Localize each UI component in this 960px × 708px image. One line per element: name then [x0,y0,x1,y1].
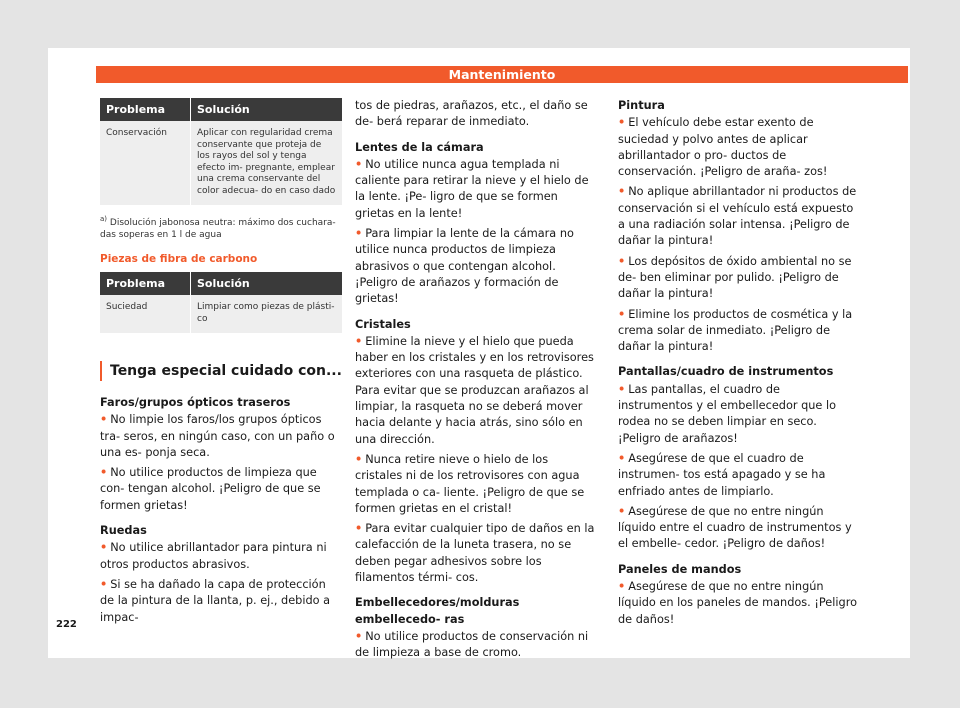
bullet-icon: • [618,185,626,199]
column-middle [355,98,598,666]
list-item: • No utilice abrillantador para pintura ni otros productos abrasivos. [100,541,327,571]
bullet-icon: • [355,522,363,536]
list-item: • Para evitar cualquier tipo de daños en la calefacción de la luneta trasera, no se deben pegar adhesivos sobre los filamentos térmi- cos. [355,522,595,585]
bullet-icon: • [618,254,626,268]
page-number: 222 [56,619,77,630]
table-cell: Limpiar como piezas de plásti- co [191,295,343,333]
list-item: • El vehículo debe estar exento de suciedad y polvo antes de aplicar abrillantador o pro- ductos de conservación. ¡Peligro de araña- zos! [618,116,828,179]
paneles-heading: Paneles de mandos [618,562,742,576]
table-header-solution: Solución [191,98,343,121]
manual-page [48,48,910,658]
bullet-icon: • [618,580,626,594]
list-item: • Las pantallas, el cuadro de instrumentos y el embellecedor que lo rodea no se deben limpiar en seco. ¡Peligro de arañazos! [618,382,837,445]
list-item: • Elimine la nieve y el hielo que pueda haber en los cristales y en los retrovisores exteriores con una rasqueta de plástico. Para evitar que se produzcan arañazos al limpiar, la rasqueta no se deberá mover hacia delante y hacia atrás, sino sólo en una dirección. [355,334,594,446]
footnote [100,213,342,241]
list-item: • No utilice nunca agua templada ni caliente para retirar la nieve y el hielo de la lente. ¡Pe- ligro de que se formen grietas en la lente! [355,157,589,220]
bullet-icon: • [355,452,363,466]
cristales-heading: Cristales [355,317,411,331]
ruedas-heading: Ruedas [100,524,147,538]
list-item: • Elimine los productos de cosmética y la crema solar de inmediato. ¡Peligro de dañar la pintura! [618,307,853,354]
list-item: • Para limpiar la lente de la cámara no utilice nunca productos de limpieza abrasivos o que contengan alcohol. ¡Peligro de arañazos y formación de grietas! [355,227,574,306]
list-item: • No utilice productos de limpieza que con- tengan alcohol. ¡Peligro de que se formen grietas! [100,466,321,512]
bullet-icon: • [355,227,363,241]
table-header-problem: Problema [100,272,191,295]
bullet-icon: • [100,466,108,480]
table-row [100,295,342,333]
faros-heading: Faros/grupos ópticos traseros [100,396,291,409]
special-care-title: Tenga especial cuidado con... [100,361,342,381]
column-left [100,98,342,630]
pantallas-heading: Pantallas/cuadro de instrumentos [618,365,834,379]
column-right [618,98,858,632]
table-header-solution: Solución [191,272,343,295]
table-cell: Suciedad [100,295,191,333]
bullet-icon: • [355,629,363,643]
table-header-problem: Problema [100,98,191,121]
list-item: • No utilice productos de conservación ni de limpieza a base de cromo. [355,629,589,660]
table-row [100,121,342,205]
camara-heading: Lentes de la cámara [355,140,484,154]
bullet-icon: • [618,382,626,396]
bullet-icon: • [355,157,363,171]
bullet-icon: • [100,577,108,591]
list-item: • Los depósitos de óxido ambiental no se de- ben eliminar por pulido. ¡Peligro de dañar la pintura! [618,254,852,301]
bullet-icon: • [618,307,626,321]
carbon-heading: Piezas de fibra de carbono [100,253,258,265]
bullet-icon: • [355,334,363,348]
table-cell: Aplicar con regularidad crema conservante que proteja de los rayos del sol y tenga efecto im- pregnante, emplear una crema conservante del color adecua- do en caso dado [191,121,343,205]
care-table [100,98,342,205]
bullet-icon: • [618,504,626,518]
embellecedores-heading: Embellecedores/molduras embellecedo- ras [355,596,520,626]
list-item: • No aplique abrillantador ni productos de conservación si el vehículo está expuesto a una radiación solar intensa. ¡Peligro de dañar la pintura! [618,185,857,248]
list-item: • Si se ha dañado la capa de protección de la pintura de la llanta, p. ej., debido a impac- [100,577,331,624]
list-item: • Asegúrese de que no entre ningún líquido en los paneles de mandos. ¡Peligro de daños! [618,580,858,626]
footnote-text: Disolución jabonosa neutra: máximo dos cuchara- das soperas en 1 l de agua [100,218,336,240]
bullet-icon: • [618,116,626,130]
special-care-body [100,395,342,626]
section-header: Mantenimiento [96,66,908,83]
list-item: • Asegúrese de que no entre ningún líquido entre el cuadro de instrumentos y el embelle- cedor. ¡Peligro de daños! [618,504,852,551]
table-cell: Conservación [100,121,191,205]
footnote-marker: a) [100,215,108,223]
pintura-heading: Pintura [618,99,665,112]
list-item: • Asegúrese de que el cuadro de instrumen- tos está apagado y se ha enfriado antes de limpiarlo. [618,451,826,498]
list-item: • Nunca retire nieve o hielo de los cristales ni de los retrovisores con agua templada o ca- liente. ¡Peligro de que se formen grietas en el cristal! [355,452,585,515]
bullet-icon: • [100,541,108,555]
continuation-text: tos de piedras, arañazos, etc., el daño se de- berá reparar de inmediato. [355,99,588,129]
carbon-table [100,272,342,333]
bullet-icon: • [618,451,626,465]
list-item: • No limpie los faros/los grupos ópticos tra- seros, en ningún caso, con un paño o una es- ponja seca. [100,413,335,459]
bullet-icon: • [100,413,108,427]
